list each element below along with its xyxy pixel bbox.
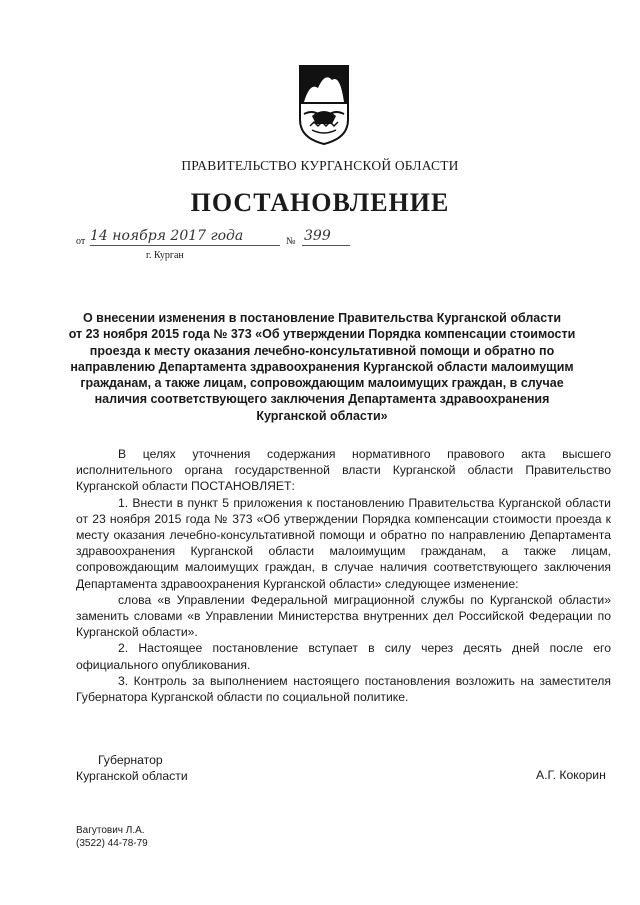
subject-line: от 23 ноября 2015 года № 373 «Об утверждении Порядка компенсации стоимости (68, 327, 576, 342)
number-underline (302, 245, 350, 246)
date-number-block (76, 230, 376, 270)
position-line-1: Губернатор (98, 753, 163, 767)
document-body (76, 446, 611, 705)
handwritten-date: 14 ноября 2017 года (90, 228, 244, 244)
signatory-name: А.Г. Кокорин (536, 768, 606, 782)
subject-line: Курганской области» (256, 408, 388, 423)
position-line-2: Курганской области (76, 769, 188, 783)
executor-contact (76, 824, 148, 850)
subject-line: О внесении изменения в постановление Правительства Курганской области (82, 311, 562, 325)
handwritten-number: 399 (304, 228, 331, 244)
document-type-title: ПОСТАНОВЛЕНИЕ (190, 188, 450, 217)
item-1-change-paragraph: слова «в Управлении Федеральной миграционной службы по Курганской области» заменить словами «в Управлении Министерства внутренних дел Российской Федерации по Курганской области». (76, 592, 611, 640)
preamble-paragraph: В целях уточнения содержания нормативного правового акта высшего исполнительного органа государственной власти Курганской области Правительство Курганской области ПОСТАНОВЛЯЕТ: (76, 447, 611, 494)
kurgan-region-coat-of-arms-icon (298, 64, 350, 146)
item-1-paragraph: 1. Внести в пункт 5 приложения к постановлению Правительства Курганской области от 23 ноября 2015 года № 373 «Об утверждении Порядка компенсации стоимости проезда к месту оказания лечебно-консультативной помощи и обратно по направлению Департамента здравоохранения Курганской области малоимущим гражданам, а также лицам, сопровождающим малоимущих граждан, в случае наличия соответствующего заключения Департамента здравоохранения Курганской области» следующее изменение: (76, 495, 611, 591)
subject-line: проезда к месту оказания лечебно-консультативной помощи и обратно по (89, 343, 555, 358)
subject-line: гражданам, а также лицам, сопровождающим малоимущих граждан, в случае (80, 376, 564, 391)
item-3-paragraph: 3. Контроль за выполнением настоящего постановления возложить на заместителя Губернатора Курганской области по социальной политике. (76, 673, 611, 705)
subject-line: наличия соответствующего заключения Департамента здравоохранения (94, 392, 550, 407)
executor-name: Вагутович Л.А. (76, 825, 145, 836)
date-underline (90, 245, 280, 246)
subject-line: направлению Департамента здравоохранения Курганской области малоимущим (70, 359, 574, 374)
item-2-paragraph: 2. Настоящее постановление вступает в силу через десять дней после его официального опубликования. (76, 641, 611, 672)
government-title: ПРАВИТЕЛЬСТВО КУРГАНСКОЙ ОБЛАСТИ (181, 158, 459, 173)
number-label: № (286, 236, 296, 247)
executor-phone: (3522) 44-78-79 (76, 838, 148, 849)
document-subject (62, 310, 582, 424)
city-label: г. Курган (146, 250, 184, 261)
signatory-position (76, 752, 188, 784)
from-label: от (76, 236, 86, 247)
